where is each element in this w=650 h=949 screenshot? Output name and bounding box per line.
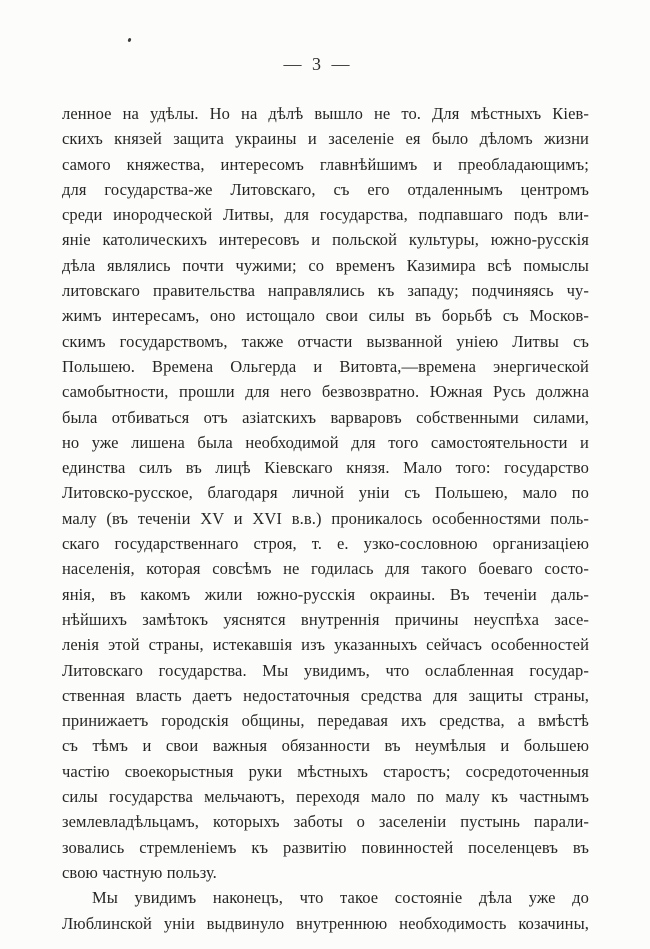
text-line: Мы увидимъ наконецъ, что такое состояніе дѣла уже до <box>92 888 589 908</box>
text-line: единства силъ въ лицѣ Кіевскаго князя. Мало того: государство <box>62 458 589 478</box>
text-line: ленное на удѣлы. Но на дѣлѣ вышло не то. Для мѣстныхъ Кіев- <box>62 104 589 123</box>
text-line: Литовскаго государства. Мы увидимъ, что ослабленная государ- <box>62 660 589 680</box>
text-line: была отбиваться отъ азіатскихъ варваровъ собственными силами, <box>62 407 589 427</box>
page-number: — 3 — <box>283 54 353 74</box>
text-line: скимъ государствомъ, также отчасти вызванной уніею Литвы съ <box>62 331 589 351</box>
ink-speck <box>127 38 131 43</box>
text-line: свою частную пользу. <box>62 862 217 882</box>
text-line: скихъ князей защита украины и заселеніе ея было дѣломъ жизни <box>62 129 589 149</box>
text-line: среди инородческой Литвы, для государства, подпавшаго подъ вли- <box>62 205 589 225</box>
text-line: силы государства мельчаютъ, переходя мало по малу къ частнымъ <box>62 787 589 807</box>
text-line: литовскаго правительства направлялись къ западу; подчиняясь чу- <box>62 281 589 301</box>
text-line: янія, въ какомъ жили южно-русскія окраины. Въ теченіи даль- <box>62 584 589 604</box>
text-line: самого княжества, интересомъ главнѣйшимъ и преобладающимъ; <box>62 154 589 174</box>
text-line: нѣйшихъ замѣтокъ уяснятся внутреннія причины неуспѣха засе- <box>62 609 589 629</box>
text-line: зовались стремленіемъ къ развитію повинностей поселенцевъ въ <box>62 837 589 857</box>
text-line: частію своекорыстныя руки мѣстныхъ старостъ; сосредоточенныя <box>62 761 589 781</box>
text-line: Люблинской уніи выдвинуло внутреннюю необходимость козачины, <box>62 913 589 933</box>
text-line: землевладѣльцамъ, которыхъ заботы о заселеніи пустынь парали- <box>62 812 589 832</box>
paragraph <box>62 101 589 885</box>
text-line: населенія, которая совсѣмъ не годилась для такого боеваго состо- <box>62 559 589 579</box>
text-line: съ тѣмъ и свои важныя обязанности въ неумѣлыя и большею <box>62 736 589 756</box>
paragraph <box>62 885 589 936</box>
text-line: яніе католическихъ интересовъ и польской культуры, южно-русскія <box>62 230 589 250</box>
text-block <box>62 101 589 936</box>
text-line: дѣла являлись почти чужими; со временъ Казимира всѣ помыслы <box>62 255 589 275</box>
text-line: самобытности, прошли для него безвозвратно. Южная Русь должна <box>62 382 589 402</box>
text-line: ственная власть даетъ недостаточныя средства для защиты страны, <box>62 685 589 705</box>
text-line: принижаетъ городскія общины, передавая ихъ средства, а вмѣстѣ <box>62 711 589 731</box>
text-line: Польшею. Времена Ольгерда и Витовта,—времена энергической <box>62 356 589 376</box>
text-line: но уже лишена была необходимой для того самостоятельности и <box>62 432 589 452</box>
text-line: ленія этой страны, истекавшія изъ указанныхъ сейчасъ особенностей <box>62 635 589 655</box>
text-line: Литовско-русское, благодаря личной уніи съ Польшею, мало по <box>62 483 589 503</box>
text-line: жимъ интересамъ, оно истощало свои силы въ борьбѣ съ Москов- <box>62 306 589 326</box>
text-line: малу (въ теченіи XV и XVI в.в.) проникалось особенностями поль- <box>62 508 589 528</box>
text-line: для государства-же Литовскаго, съ его отдаленнымъ центромъ <box>62 179 589 199</box>
text-line: скаго государственнаго строя, т. е. узко-сословною организаціею <box>62 534 589 554</box>
